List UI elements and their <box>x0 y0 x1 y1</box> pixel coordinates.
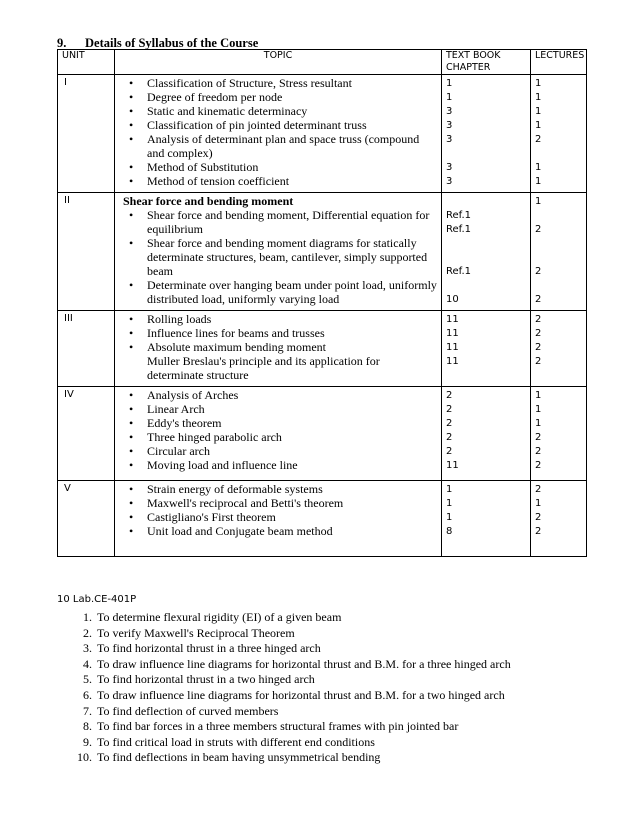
lecture-value <box>535 251 586 265</box>
lab-item <box>57 688 617 704</box>
unit-cell: II <box>58 193 115 311</box>
chapter-value: 2 <box>446 390 453 401</box>
lab-heading: 10 Lab.CE-401P <box>57 594 137 605</box>
unit-cell: I <box>58 75 115 193</box>
lecture-value: 2 <box>535 526 542 537</box>
lecture-value: 2 <box>535 294 542 305</box>
topic-item: • Maxwell's reciprocal and Betti's theorem <box>121 496 437 510</box>
topic-item: • Classification of Structure, Stress resultant <box>121 76 437 90</box>
chapter-value: Ref.1 <box>446 266 471 277</box>
topic-list <box>121 312 437 382</box>
chapter-value: 3 <box>446 134 453 145</box>
chapter-value: 1 <box>446 92 453 103</box>
chapter-value: Ref.1 <box>446 210 471 221</box>
chapter-value: 8 <box>446 526 453 537</box>
lab-item <box>57 657 617 673</box>
chapter-value: 10 <box>446 294 459 305</box>
unit-cell: V <box>58 481 115 557</box>
lab-item-number: 3. <box>83 641 92 656</box>
topic-item: • Shear force and bending moment diagrams for statically determinate structures, beam, cantilever, simply supported beam <box>121 236 437 278</box>
topic-item: • Moving load and influence line <box>121 458 437 472</box>
lecture-value <box>535 147 586 161</box>
lab-item-text: To draw influence line diagrams for horizontal thrust and B.M. for a three hinged arch <box>97 656 511 671</box>
topic-item: • Circular arch <box>121 444 437 458</box>
chapter-cell <box>442 75 531 193</box>
table-row <box>58 387 587 481</box>
topic-item: • Influence lines for beams and trusses <box>121 326 437 340</box>
topic-item: • Analysis of determinant plan and space truss (compound and complex) <box>121 132 437 160</box>
lecture-value: 2 <box>535 446 542 457</box>
chapter-value <box>446 237 530 251</box>
table-row <box>58 75 587 193</box>
lecture-value: 2 <box>535 266 542 277</box>
lab-item <box>57 610 617 626</box>
chapter-value <box>446 279 530 293</box>
topic-item: • Shear force and bending moment, Differential equation for equilibrium <box>121 208 437 236</box>
topic-list <box>121 208 437 306</box>
topic-item: • Analysis of Arches <box>121 388 437 402</box>
chapter-cell <box>442 193 531 311</box>
lecture-value <box>535 209 586 223</box>
lab-item <box>57 672 617 688</box>
lecture-value: 2 <box>535 484 542 495</box>
lectures-cell <box>531 481 587 557</box>
topic-list <box>121 482 437 538</box>
lecture-value: 1 <box>535 106 542 117</box>
chapter-value: 1 <box>446 484 453 495</box>
lab-list <box>57 610 617 766</box>
topic-item: Muller Breslau's principle and its application for determinate structure <box>147 354 380 382</box>
chapter-value <box>446 147 530 161</box>
topic-item: • Unit load and Conjugate beam method <box>121 524 437 538</box>
chapter-value: 3 <box>446 106 453 117</box>
lecture-value <box>535 279 586 293</box>
lab-item-number: 4. <box>83 656 92 671</box>
chapter-cell <box>442 311 531 387</box>
syllabus-body <box>58 75 587 557</box>
chapter-value: 1 <box>446 512 453 523</box>
topic-cell <box>115 311 442 387</box>
chapter-value: 11 <box>446 460 459 471</box>
lab-item <box>57 704 617 720</box>
lecture-value: 1 <box>535 390 542 401</box>
chapter-value: 11 <box>446 328 459 339</box>
chapter-cell <box>442 481 531 557</box>
lab-item-number: 1. <box>83 610 92 624</box>
topic-item: • Determinate over hanging beam under point load, uniformly distributed load, uniformly varying load <box>121 278 437 306</box>
lab-item-number: 8. <box>83 719 92 734</box>
lecture-value: 2 <box>535 460 542 471</box>
lecture-value: 1 <box>535 498 542 509</box>
chapter-value: 2 <box>446 446 453 457</box>
topic-list <box>121 388 437 472</box>
chapter-value: 3 <box>446 176 453 187</box>
lecture-value: 2 <box>535 432 542 443</box>
chapter-value: 2 <box>446 404 453 415</box>
lab-item-text: To find deflections in beam having unsymmetrical bending <box>97 750 381 765</box>
chapter-cell <box>442 387 531 481</box>
lecture-value: 1 <box>535 404 542 415</box>
topic-item: • Three hinged parabolic arch <box>121 430 437 444</box>
lecture-value <box>535 237 586 251</box>
topic-cell <box>115 481 442 557</box>
lecture-value: 2 <box>535 356 542 367</box>
chapter-value: 1 <box>446 498 453 509</box>
header-text-book: TEXT BOOK CHAPTER <box>442 50 531 75</box>
lab-item-text: To verify Maxwell's Reciprocal Theorem <box>97 625 295 640</box>
lecture-value: 2 <box>535 224 542 235</box>
lab-item <box>57 641 617 657</box>
lab-item-number: 6. <box>83 687 92 702</box>
lecture-value: 1 <box>535 92 542 103</box>
chapter-value: 3 <box>446 120 453 131</box>
table-row <box>58 193 587 311</box>
header-unit: UNIT <box>58 50 115 75</box>
lecture-value: 1 <box>535 120 542 131</box>
chapter-value: 2 <box>446 432 453 443</box>
lab-item-number: 2. <box>83 625 92 640</box>
topic-item: • Strain energy of deformable systems <box>121 482 437 496</box>
lab-item <box>57 626 617 642</box>
section-number: 9. <box>57 36 67 50</box>
section-title: Details of Syllabus of the Course <box>85 36 259 50</box>
unit-cell: IV <box>58 387 115 481</box>
topic-list <box>121 76 437 188</box>
chapter-value <box>446 195 530 209</box>
chapter-value: 1 <box>446 78 453 89</box>
topic-cell <box>115 387 442 481</box>
topic-item: • Degree of freedom per node <box>121 90 437 104</box>
lecture-value: 2 <box>535 512 542 523</box>
lectures-cell <box>531 387 587 481</box>
lecture-value: 1 <box>535 78 542 89</box>
lab-item-number: 9. <box>83 734 92 749</box>
topic-item: • Static and kinematic determinacy <box>121 104 437 118</box>
header-topic: TOPIC <box>115 50 442 75</box>
lecture-value: 1 <box>535 418 542 429</box>
lectures-cell <box>531 193 587 311</box>
lab-item <box>57 750 617 766</box>
lab-item-number: 7. <box>83 703 92 718</box>
unit-cell: III <box>58 311 115 387</box>
chapter-value <box>446 251 530 265</box>
lecture-value: 2 <box>535 134 542 145</box>
lab-item-text: To draw influence line diagrams for horizontal thrust and B.M. for a two hinged arch <box>97 687 505 702</box>
topic-item: • Absolute maximum bending moment <box>121 340 437 354</box>
lab-item-text: To find critical load in struts with different end conditions <box>97 734 375 749</box>
lectures-cell <box>531 75 587 193</box>
topic-item: • Method of Substitution <box>121 160 437 174</box>
lecture-value: 2 <box>535 328 542 339</box>
chapter-value: 3 <box>446 162 453 173</box>
lecture-value: 1 <box>535 162 542 173</box>
lab-item-text: To find horizontal thrust in a two hinged arch <box>97 672 315 687</box>
chapter-value: 11 <box>446 314 459 325</box>
lecture-value: 1 <box>535 176 542 187</box>
topic-heading: Shear force and bending moment <box>123 194 294 208</box>
lab-item-text: To find horizontal thrust in a three hinged arch <box>97 641 321 656</box>
lab-item-text: To find deflection of curved members <box>97 703 279 718</box>
chapter-value: 11 <box>446 342 459 353</box>
lecture-value: 1 <box>535 196 542 207</box>
topic-cell <box>115 193 442 311</box>
lab-item-number: 5. <box>83 672 92 687</box>
lab-item <box>57 719 617 735</box>
chapter-value: 11 <box>446 356 459 367</box>
lab-item-number: 10. <box>77 750 92 765</box>
header-lectures: LECTURES <box>531 50 587 75</box>
topic-item: • Rolling loads <box>121 312 437 326</box>
topic-item: • Method of tension coefficient <box>121 174 437 188</box>
topic-item: • Linear Arch <box>121 402 437 416</box>
table-row <box>58 311 587 387</box>
topic-item: • Castigliano's First theorem <box>121 510 437 524</box>
topic-item: • Eddy's theorem <box>121 416 437 430</box>
syllabus-table <box>57 49 587 557</box>
chapter-value: Ref.1 <box>446 224 471 235</box>
lectures-cell <box>531 311 587 387</box>
lecture-value: 2 <box>535 342 542 353</box>
lab-item-text: To find bar forces in a three members structural frames with pin jointed bar <box>97 719 459 734</box>
topic-item: • Classification of pin jointed determinant truss <box>121 118 437 132</box>
lab-item <box>57 735 617 751</box>
table-header-row <box>58 50 587 75</box>
lecture-value: 2 <box>535 314 542 325</box>
topic-cell <box>115 75 442 193</box>
table-row <box>58 481 587 557</box>
lab-item-text: To determine flexural rigidity (EI) of a given beam <box>97 610 342 624</box>
chapter-value: 2 <box>446 418 453 429</box>
